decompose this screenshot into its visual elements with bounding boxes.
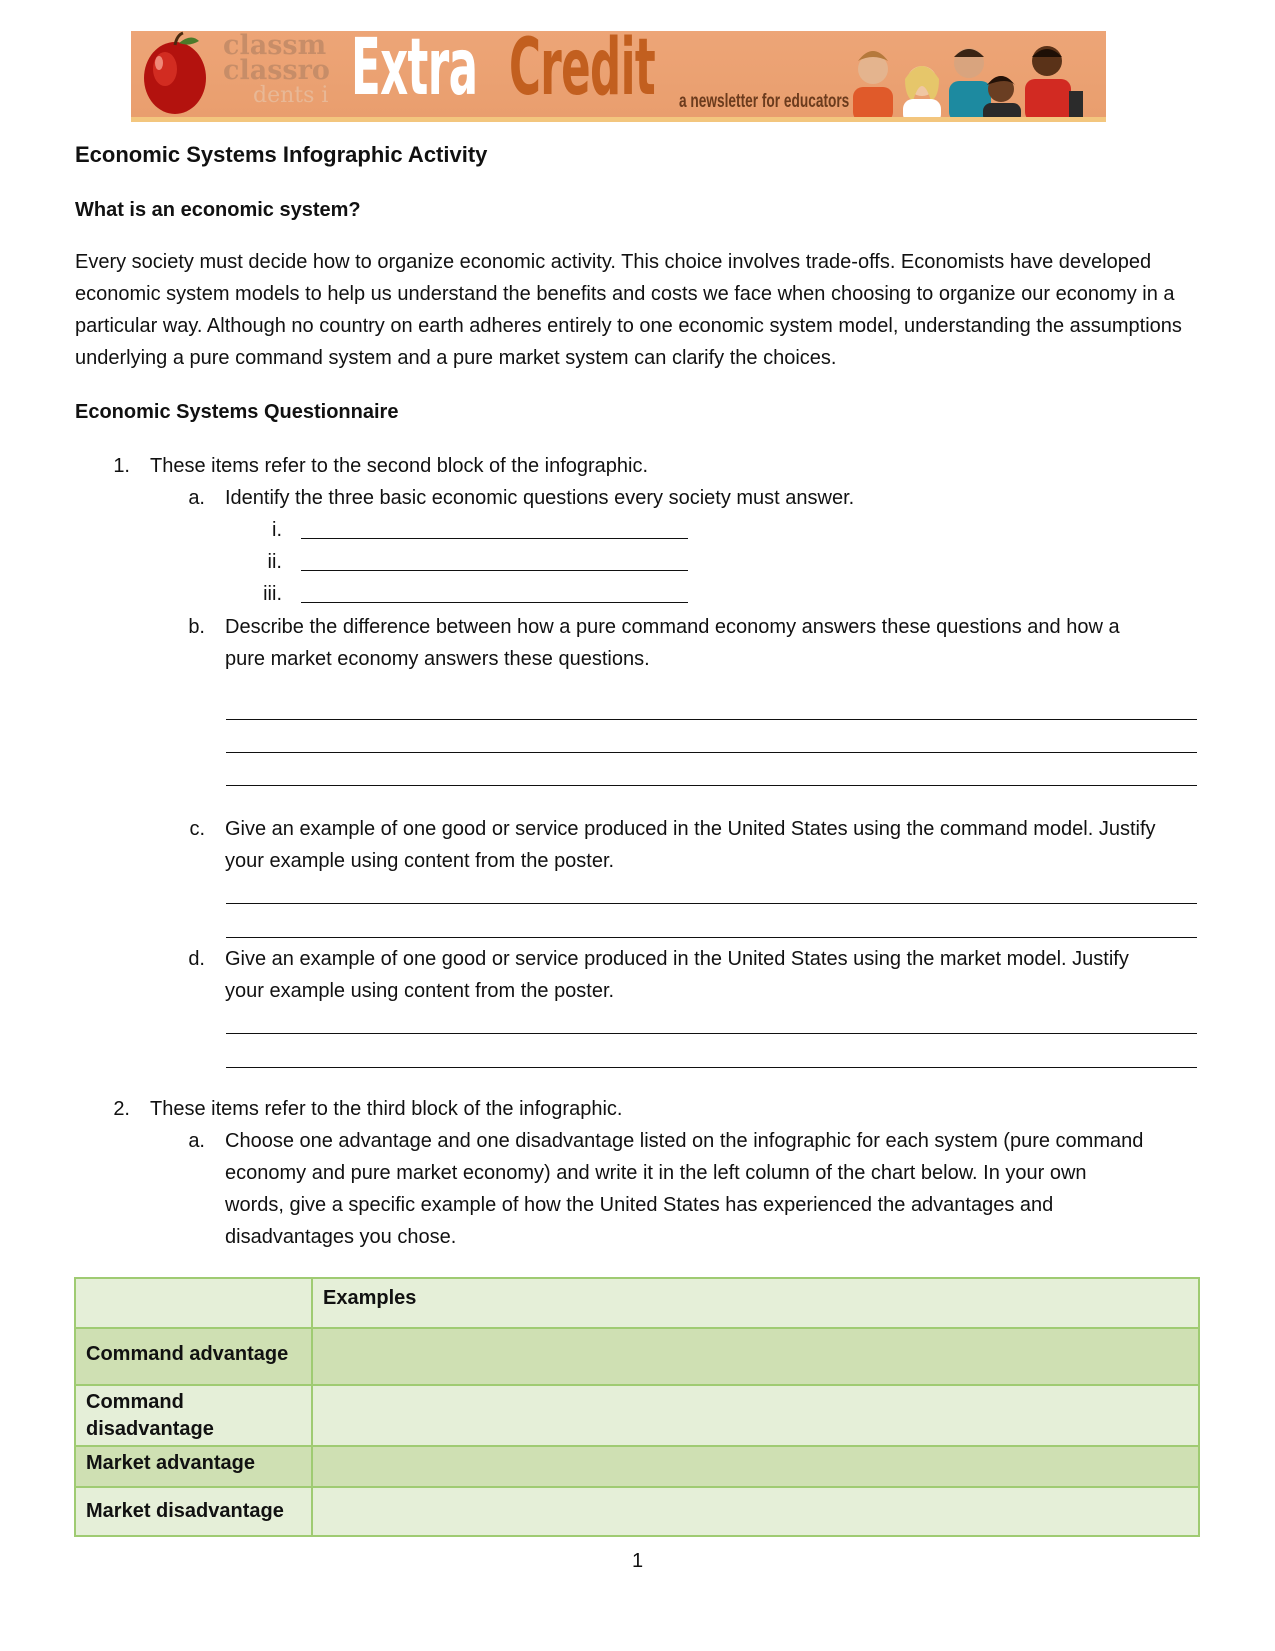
question-number: 2. bbox=[113, 1098, 130, 1120]
question-1c-line1: Give an example of one good or service produced in the United States using the command model. Justify bbox=[225, 818, 1156, 840]
intro-paragraph: Every society must decide how to organize economic activity. This choice involves trade-offs. Economists have developed economic system models to help us understand the benefits and costs we face when choosing to organize our economy in a particular way. Although no country on earth adheres entirely to one economic system model, understanding the assumptions underlying a pure command system and a pure market system can clarify the choices. bbox=[75, 251, 1182, 369]
row-label: Command disadvantage bbox=[75, 1385, 312, 1446]
question-1d-line1: Give an example of one good or service produced in the United States using the market model. Justify bbox=[225, 948, 1129, 970]
banner-title-credit: Credit bbox=[509, 31, 656, 113]
question-2-text: These items refer to the third block of the infographic. bbox=[150, 1098, 623, 1120]
section-heading-questionnaire: Economic Systems Questionnaire bbox=[75, 401, 399, 423]
question-1d-line2: your example using content from the poster. bbox=[225, 980, 615, 1002]
item-marker: c. bbox=[189, 818, 205, 840]
row-label: Market disadvantage bbox=[75, 1487, 312, 1536]
banner-bg-word: dents i bbox=[253, 83, 329, 108]
page-number: 1 bbox=[631, 1550, 644, 1572]
newsletter-banner bbox=[131, 31, 1106, 122]
question-1c-line2: your example using content from the poster. bbox=[225, 850, 615, 872]
answer-line[interactable] bbox=[226, 752, 1197, 753]
table-header-row bbox=[75, 1278, 1199, 1328]
item-marker: d. bbox=[188, 948, 205, 970]
banner-tagline: a newsletter for educators bbox=[679, 91, 850, 112]
students-photo bbox=[853, 46, 1083, 122]
subitem-marker: iii. bbox=[263, 583, 282, 605]
example-cell[interactable] bbox=[312, 1487, 1199, 1536]
question-1b-line1: Describe the difference between how a pure command economy answers these questions and how a bbox=[225, 616, 1120, 638]
question-2a-line3: words, give a specific example of how the United States has experienced the advantages and bbox=[225, 1194, 1054, 1216]
item-marker: b. bbox=[188, 616, 205, 638]
subitem-marker: i. bbox=[272, 519, 282, 541]
page-title: Economic Systems Infographic Activity bbox=[75, 142, 488, 167]
banner-title-extra: Extra bbox=[351, 31, 478, 113]
table-row bbox=[75, 1328, 1199, 1385]
table-row bbox=[75, 1487, 1199, 1536]
answer-line[interactable] bbox=[226, 785, 1197, 786]
question-1a-text: Identify the three basic economic questions every society must answer. bbox=[225, 487, 855, 509]
answer-line[interactable] bbox=[226, 903, 1197, 904]
question-2a-line4: disadvantages you chose. bbox=[225, 1226, 457, 1248]
question-number: 1. bbox=[113, 455, 130, 477]
answer-line[interactable] bbox=[226, 719, 1197, 720]
row-label: Command advantage bbox=[75, 1328, 312, 1385]
question-2a-line2: economy and pure market economy) and write it in the left column of the chart below. In your own bbox=[225, 1162, 1087, 1184]
example-cell[interactable] bbox=[312, 1385, 1199, 1446]
subitem-marker: ii. bbox=[267, 551, 282, 573]
advantages-chart bbox=[74, 1277, 1200, 1537]
section-heading-economic-system: What is an economic system? bbox=[75, 199, 361, 221]
apple-icon bbox=[144, 33, 206, 114]
table-row bbox=[75, 1385, 1199, 1446]
table-row bbox=[75, 1446, 1199, 1487]
answer-line[interactable] bbox=[226, 1067, 1197, 1068]
row-label: Market advantage bbox=[75, 1446, 312, 1487]
question-1b-line2: pure market economy answers these questions. bbox=[225, 648, 650, 670]
example-cell[interactable] bbox=[312, 1446, 1199, 1487]
answer-line[interactable] bbox=[226, 1033, 1197, 1034]
item-marker: a. bbox=[188, 487, 205, 509]
answer-line[interactable] bbox=[301, 570, 688, 571]
answer-line[interactable] bbox=[301, 538, 688, 539]
answer-line[interactable] bbox=[301, 602, 688, 603]
question-2a-line1: Choose one advantage and one disadvantage listed on the infographic for each system (pure command bbox=[225, 1130, 1144, 1152]
table-header-examples: Examples bbox=[312, 1278, 1199, 1328]
question-1-text: These items refer to the second block of the infographic. bbox=[150, 455, 649, 477]
item-marker: a. bbox=[188, 1130, 205, 1152]
answer-line[interactable] bbox=[226, 937, 1197, 938]
table-header-cell bbox=[75, 1278, 312, 1328]
example-cell[interactable] bbox=[312, 1328, 1199, 1385]
banner-bg-word: classro bbox=[223, 55, 330, 86]
banner-bg-word: classm bbox=[223, 31, 327, 61]
